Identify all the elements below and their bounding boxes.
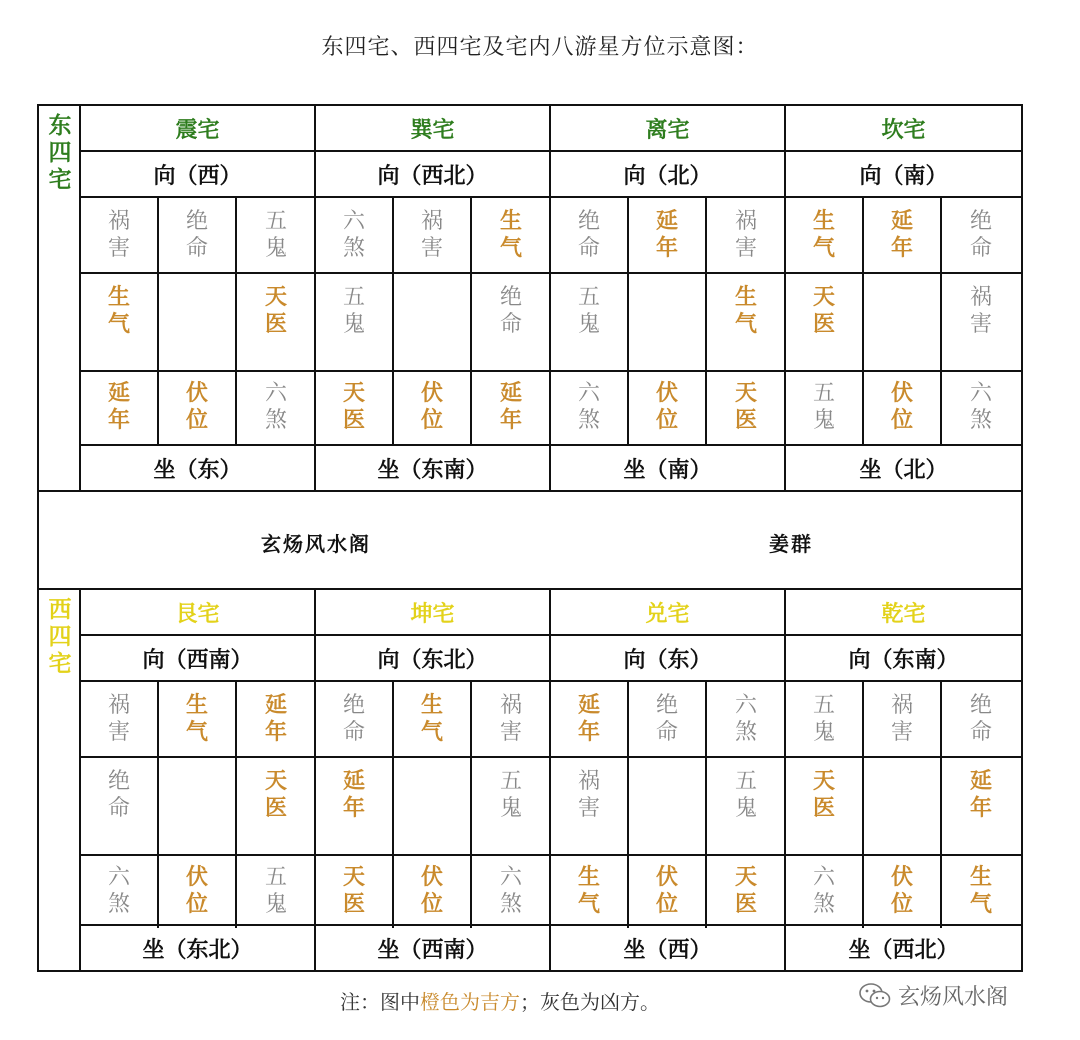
star-char: 天	[812, 768, 835, 794]
star-char: 煞	[577, 408, 600, 433]
star-cell	[629, 198, 707, 272]
star-cell	[786, 198, 864, 272]
house-name: 离宅	[551, 106, 784, 152]
star-char: 伏	[890, 864, 913, 890]
star-char: 祸	[890, 693, 913, 718]
wechat-icon	[858, 982, 892, 1010]
star-char: 五	[499, 769, 522, 794]
center-cell	[629, 756, 707, 854]
star-char: 伏	[655, 864, 678, 890]
star-char: 六	[499, 865, 522, 890]
star-char: 气	[577, 891, 600, 917]
house-facing: 向（东）	[551, 636, 784, 682]
star-cell	[159, 854, 237, 928]
star-char: 绝	[107, 769, 130, 794]
house-facing: 向（北）	[551, 152, 784, 198]
star-cell	[707, 682, 785, 756]
house-name: 巽宅	[316, 106, 549, 152]
house-column	[316, 590, 551, 970]
house-seat: 坐（东南）	[316, 444, 549, 490]
star-char: 年	[655, 235, 678, 261]
star-char: 年	[342, 795, 365, 821]
star-char: 害	[107, 236, 130, 261]
star-grid-row	[786, 370, 1021, 444]
star-char: 煞	[107, 892, 130, 917]
star-char: 害	[499, 720, 522, 745]
star-char: 六	[969, 381, 992, 406]
houses-row	[81, 590, 1021, 970]
star-char: 生	[969, 864, 992, 890]
group-label-char: 四	[48, 139, 72, 166]
star-cell	[942, 682, 1020, 756]
star-grid-row	[551, 198, 784, 274]
group-label-column	[39, 590, 81, 970]
star-char: 煞	[342, 236, 365, 261]
star-grid-row	[81, 682, 314, 758]
star-cell	[472, 370, 550, 444]
star-char: 天	[734, 380, 757, 406]
star-char: 鬼	[264, 236, 287, 261]
star-cell	[472, 272, 550, 370]
star-char: 位	[655, 407, 678, 433]
star-char: 祸	[107, 693, 130, 718]
star-char: 煞	[812, 892, 835, 917]
star-cell	[786, 756, 864, 854]
star-char: 害	[420, 236, 443, 261]
house-column	[786, 106, 1021, 490]
center-cell	[629, 272, 707, 370]
star-char: 气	[420, 719, 443, 745]
star-char: 六	[264, 381, 287, 406]
star-cell	[472, 682, 550, 756]
star-char: 生	[499, 208, 522, 234]
star-char: 绝	[655, 693, 678, 718]
star-char: 绝	[342, 693, 365, 718]
star-char: 祸	[107, 209, 130, 234]
star-char: 生	[734, 284, 757, 310]
star-char: 气	[812, 235, 835, 261]
star-char: 伏	[420, 864, 443, 890]
star-char: 天	[342, 864, 365, 890]
star-cell	[81, 854, 159, 928]
star-char: 五	[577, 285, 600, 310]
star-char: 天	[812, 284, 835, 310]
house-name: 乾宅	[786, 590, 1021, 636]
star-char: 年	[264, 719, 287, 745]
star-cell	[551, 272, 629, 370]
center-cell	[864, 272, 942, 370]
house-column	[81, 106, 316, 490]
star-char: 绝	[969, 209, 992, 234]
star-char: 煞	[264, 408, 287, 433]
star-cell	[942, 756, 1020, 854]
star-cell	[551, 370, 629, 444]
star-char: 气	[107, 311, 130, 337]
star-char: 六	[734, 693, 757, 718]
star-char: 伏	[185, 380, 208, 406]
house-seat: 坐（西）	[551, 924, 784, 970]
star-cell	[237, 272, 315, 370]
star-char: 伏	[655, 380, 678, 406]
star-cell	[237, 370, 315, 444]
star-char: 位	[890, 891, 913, 917]
group-label-char: 四	[48, 623, 72, 650]
star-char: 医	[342, 407, 365, 433]
star-cell	[707, 756, 785, 854]
star-char: 延	[890, 208, 913, 234]
house-facing: 向（东南）	[786, 636, 1021, 682]
center-cell	[159, 756, 237, 854]
star-char: 五	[734, 769, 757, 794]
star-char: 延	[107, 380, 130, 406]
house-name: 艮宅	[81, 590, 314, 636]
star-char: 命	[499, 312, 522, 337]
star-grid-row	[316, 370, 549, 444]
house-column	[551, 106, 786, 490]
house-name: 震宅	[81, 106, 314, 152]
star-grid-row	[81, 272, 314, 372]
center-cell	[394, 756, 472, 854]
star-grid-row	[316, 756, 549, 856]
star-char: 延	[577, 692, 600, 718]
star-char: 医	[734, 407, 757, 433]
star-char: 鬼	[499, 796, 522, 821]
star-grid-row	[81, 756, 314, 856]
star-cell	[81, 682, 159, 756]
star-cell	[81, 370, 159, 444]
star-grid-row	[81, 370, 314, 444]
star-char: 命	[577, 236, 600, 261]
star-char: 年	[107, 407, 130, 433]
star-cell	[942, 370, 1020, 444]
star-char: 位	[890, 407, 913, 433]
group-label	[39, 596, 81, 677]
star-char: 伏	[890, 380, 913, 406]
star-char: 五	[264, 865, 287, 890]
house-column	[81, 590, 316, 970]
star-char: 鬼	[264, 892, 287, 917]
star-cell	[786, 272, 864, 370]
star-char: 医	[264, 311, 287, 337]
star-char: 天	[264, 768, 287, 794]
star-char: 位	[655, 891, 678, 917]
star-cell	[864, 370, 942, 444]
star-char: 绝	[577, 209, 600, 234]
star-char: 鬼	[812, 408, 835, 433]
star-char: 命	[969, 720, 992, 745]
star-char: 年	[577, 719, 600, 745]
group-label-char: 宅	[48, 650, 72, 677]
star-char: 害	[890, 720, 913, 745]
star-char: 医	[342, 891, 365, 917]
house-facing: 向（西北）	[316, 152, 549, 198]
star-grid-row	[316, 682, 549, 758]
brand-text: 玄炀风水阁	[261, 532, 371, 556]
star-grid-row	[316, 854, 549, 928]
author-name: 姜群	[769, 532, 813, 556]
star-cell	[942, 272, 1020, 370]
star-char: 位	[420, 407, 443, 433]
star-char: 害	[107, 720, 130, 745]
star-grid-row	[551, 854, 784, 928]
star-char: 命	[185, 236, 208, 261]
group-label-column	[39, 106, 81, 490]
star-cell	[786, 370, 864, 444]
star-cell	[786, 854, 864, 928]
star-char: 天	[342, 380, 365, 406]
star-cell	[394, 198, 472, 272]
middle-band	[39, 490, 1021, 590]
star-grid-row	[551, 756, 784, 856]
house-column	[316, 106, 551, 490]
star-char: 命	[969, 236, 992, 261]
star-char: 延	[264, 692, 287, 718]
star-char: 煞	[969, 408, 992, 433]
star-cell	[707, 198, 785, 272]
star-char: 气	[969, 891, 992, 917]
watermark-text: 玄炀风水阁	[898, 985, 1009, 1010]
star-grid-row	[786, 682, 1021, 758]
star-char: 鬼	[577, 312, 600, 337]
star-cell	[707, 370, 785, 444]
star-cell	[394, 854, 472, 928]
star-cell	[81, 198, 159, 272]
star-char: 年	[969, 795, 992, 821]
house-facing: 向（西）	[81, 152, 314, 198]
houses-row	[81, 106, 1021, 490]
star-cell	[316, 682, 394, 756]
star-cell	[316, 854, 394, 928]
star-grid-row	[81, 854, 314, 928]
star-char: 绝	[185, 209, 208, 234]
star-char: 伏	[185, 864, 208, 890]
star-char: 位	[420, 891, 443, 917]
star-char: 生	[420, 692, 443, 718]
star-char: 鬼	[812, 720, 835, 745]
star-cell	[394, 370, 472, 444]
star-char: 鬼	[342, 312, 365, 337]
star-cell	[942, 854, 1020, 928]
star-cell	[237, 756, 315, 854]
center-cell	[394, 272, 472, 370]
star-cell	[864, 198, 942, 272]
star-cell	[629, 854, 707, 928]
star-char: 绝	[499, 285, 522, 310]
star-cell	[394, 682, 472, 756]
watermark	[858, 980, 1008, 1011]
star-char: 六	[812, 865, 835, 890]
star-char: 害	[577, 796, 600, 821]
star-grid-row	[551, 370, 784, 444]
star-char: 生	[107, 284, 130, 310]
star-grid-row	[551, 682, 784, 758]
star-char: 祸	[420, 209, 443, 234]
house-seat: 坐（东）	[81, 444, 314, 490]
star-cell	[316, 198, 394, 272]
star-cell	[159, 682, 237, 756]
house-seat: 坐（西南）	[316, 924, 549, 970]
star-char: 害	[734, 236, 757, 261]
center-cell	[864, 756, 942, 854]
group-label-char: 西	[48, 596, 72, 623]
star-cell	[472, 756, 550, 854]
star-char: 气	[499, 235, 522, 261]
star-char: 天	[734, 864, 757, 890]
star-char: 五	[342, 285, 365, 310]
star-char: 煞	[499, 892, 522, 917]
house-name: 坤宅	[316, 590, 549, 636]
star-char: 医	[812, 795, 835, 821]
house-column	[551, 590, 786, 970]
direction-chart-board	[37, 104, 1023, 972]
center-cell	[159, 272, 237, 370]
star-cell	[237, 682, 315, 756]
group-label-char: 宅	[48, 166, 72, 193]
star-cell	[786, 682, 864, 756]
star-cell	[864, 854, 942, 928]
star-cell	[707, 272, 785, 370]
star-char: 生	[812, 208, 835, 234]
star-char: 延	[342, 768, 365, 794]
star-char: 五	[264, 209, 287, 234]
west-four-houses-group	[39, 590, 1021, 970]
star-char: 命	[655, 720, 678, 745]
star-char: 煞	[734, 720, 757, 745]
star-char: 医	[264, 795, 287, 821]
star-cell	[237, 854, 315, 928]
star-char: 祸	[499, 693, 522, 718]
star-char: 延	[655, 208, 678, 234]
star-char: 延	[969, 768, 992, 794]
star-cell	[316, 756, 394, 854]
star-grid-row	[786, 756, 1021, 856]
star-char: 医	[734, 891, 757, 917]
star-char: 气	[185, 719, 208, 745]
star-grid-row	[551, 272, 784, 372]
note-good-text: 橙色为吉方	[420, 990, 520, 1014]
house-seat: 坐（东北）	[81, 924, 314, 970]
star-char: 六	[342, 209, 365, 234]
star-grid-row	[81, 198, 314, 274]
star-cell	[551, 682, 629, 756]
star-char: 命	[107, 796, 130, 821]
star-char: 祸	[969, 285, 992, 310]
star-cell	[159, 370, 237, 444]
star-cell	[864, 682, 942, 756]
star-cell	[551, 198, 629, 272]
star-grid-row	[786, 854, 1021, 928]
note-bad-text: 灰色为凶方。	[540, 990, 660, 1014]
note-prefix: 注：图中	[340, 990, 420, 1014]
page-title: 东四宅、西四宅及宅内八游星方位示意图：	[321, 35, 759, 60]
star-char: 医	[812, 311, 835, 337]
star-char: 害	[969, 312, 992, 337]
star-char: 延	[499, 380, 522, 406]
star-char: 六	[577, 381, 600, 406]
star-char: 天	[264, 284, 287, 310]
star-char: 生	[577, 864, 600, 890]
star-char: 五	[812, 693, 835, 718]
star-cell	[629, 682, 707, 756]
star-char: 年	[499, 407, 522, 433]
group-label-char: 东	[48, 112, 72, 139]
house-column	[786, 590, 1021, 970]
note-separator: ；	[520, 990, 540, 1014]
star-cell	[942, 198, 1020, 272]
house-name: 坎宅	[786, 106, 1021, 152]
group-label	[39, 112, 81, 193]
star-cell	[707, 854, 785, 928]
star-cell	[316, 272, 394, 370]
star-cell	[551, 854, 629, 928]
star-char: 鬼	[734, 796, 757, 821]
star-cell	[472, 854, 550, 928]
star-grid-row	[316, 198, 549, 274]
star-char: 祸	[734, 209, 757, 234]
house-facing: 向（西南）	[81, 636, 314, 682]
star-cell	[237, 198, 315, 272]
star-cell	[472, 198, 550, 272]
star-cell	[551, 756, 629, 854]
star-cell	[81, 272, 159, 370]
star-char: 气	[734, 311, 757, 337]
house-facing: 向（东北）	[316, 636, 549, 682]
star-char: 五	[812, 381, 835, 406]
star-grid-row	[786, 198, 1021, 274]
house-seat: 坐（南）	[551, 444, 784, 490]
star-char: 绝	[969, 693, 992, 718]
star-char: 位	[185, 407, 208, 433]
star-char: 祸	[577, 769, 600, 794]
house-seat: 坐（西北）	[786, 924, 1021, 970]
star-cell	[316, 370, 394, 444]
legend-note	[340, 986, 660, 1015]
star-cell	[629, 370, 707, 444]
east-four-houses-group	[39, 106, 1021, 490]
star-grid-row	[316, 272, 549, 372]
house-name: 兑宅	[551, 590, 784, 636]
star-char: 伏	[420, 380, 443, 406]
star-char: 生	[185, 692, 208, 718]
house-facing: 向（南）	[786, 152, 1021, 198]
house-seat: 坐（北）	[786, 444, 1021, 490]
star-grid-row	[786, 272, 1021, 372]
star-char: 位	[185, 891, 208, 917]
star-cell	[81, 756, 159, 854]
star-char: 六	[107, 865, 130, 890]
star-cell	[159, 198, 237, 272]
star-char: 年	[890, 235, 913, 261]
star-char: 命	[342, 720, 365, 745]
